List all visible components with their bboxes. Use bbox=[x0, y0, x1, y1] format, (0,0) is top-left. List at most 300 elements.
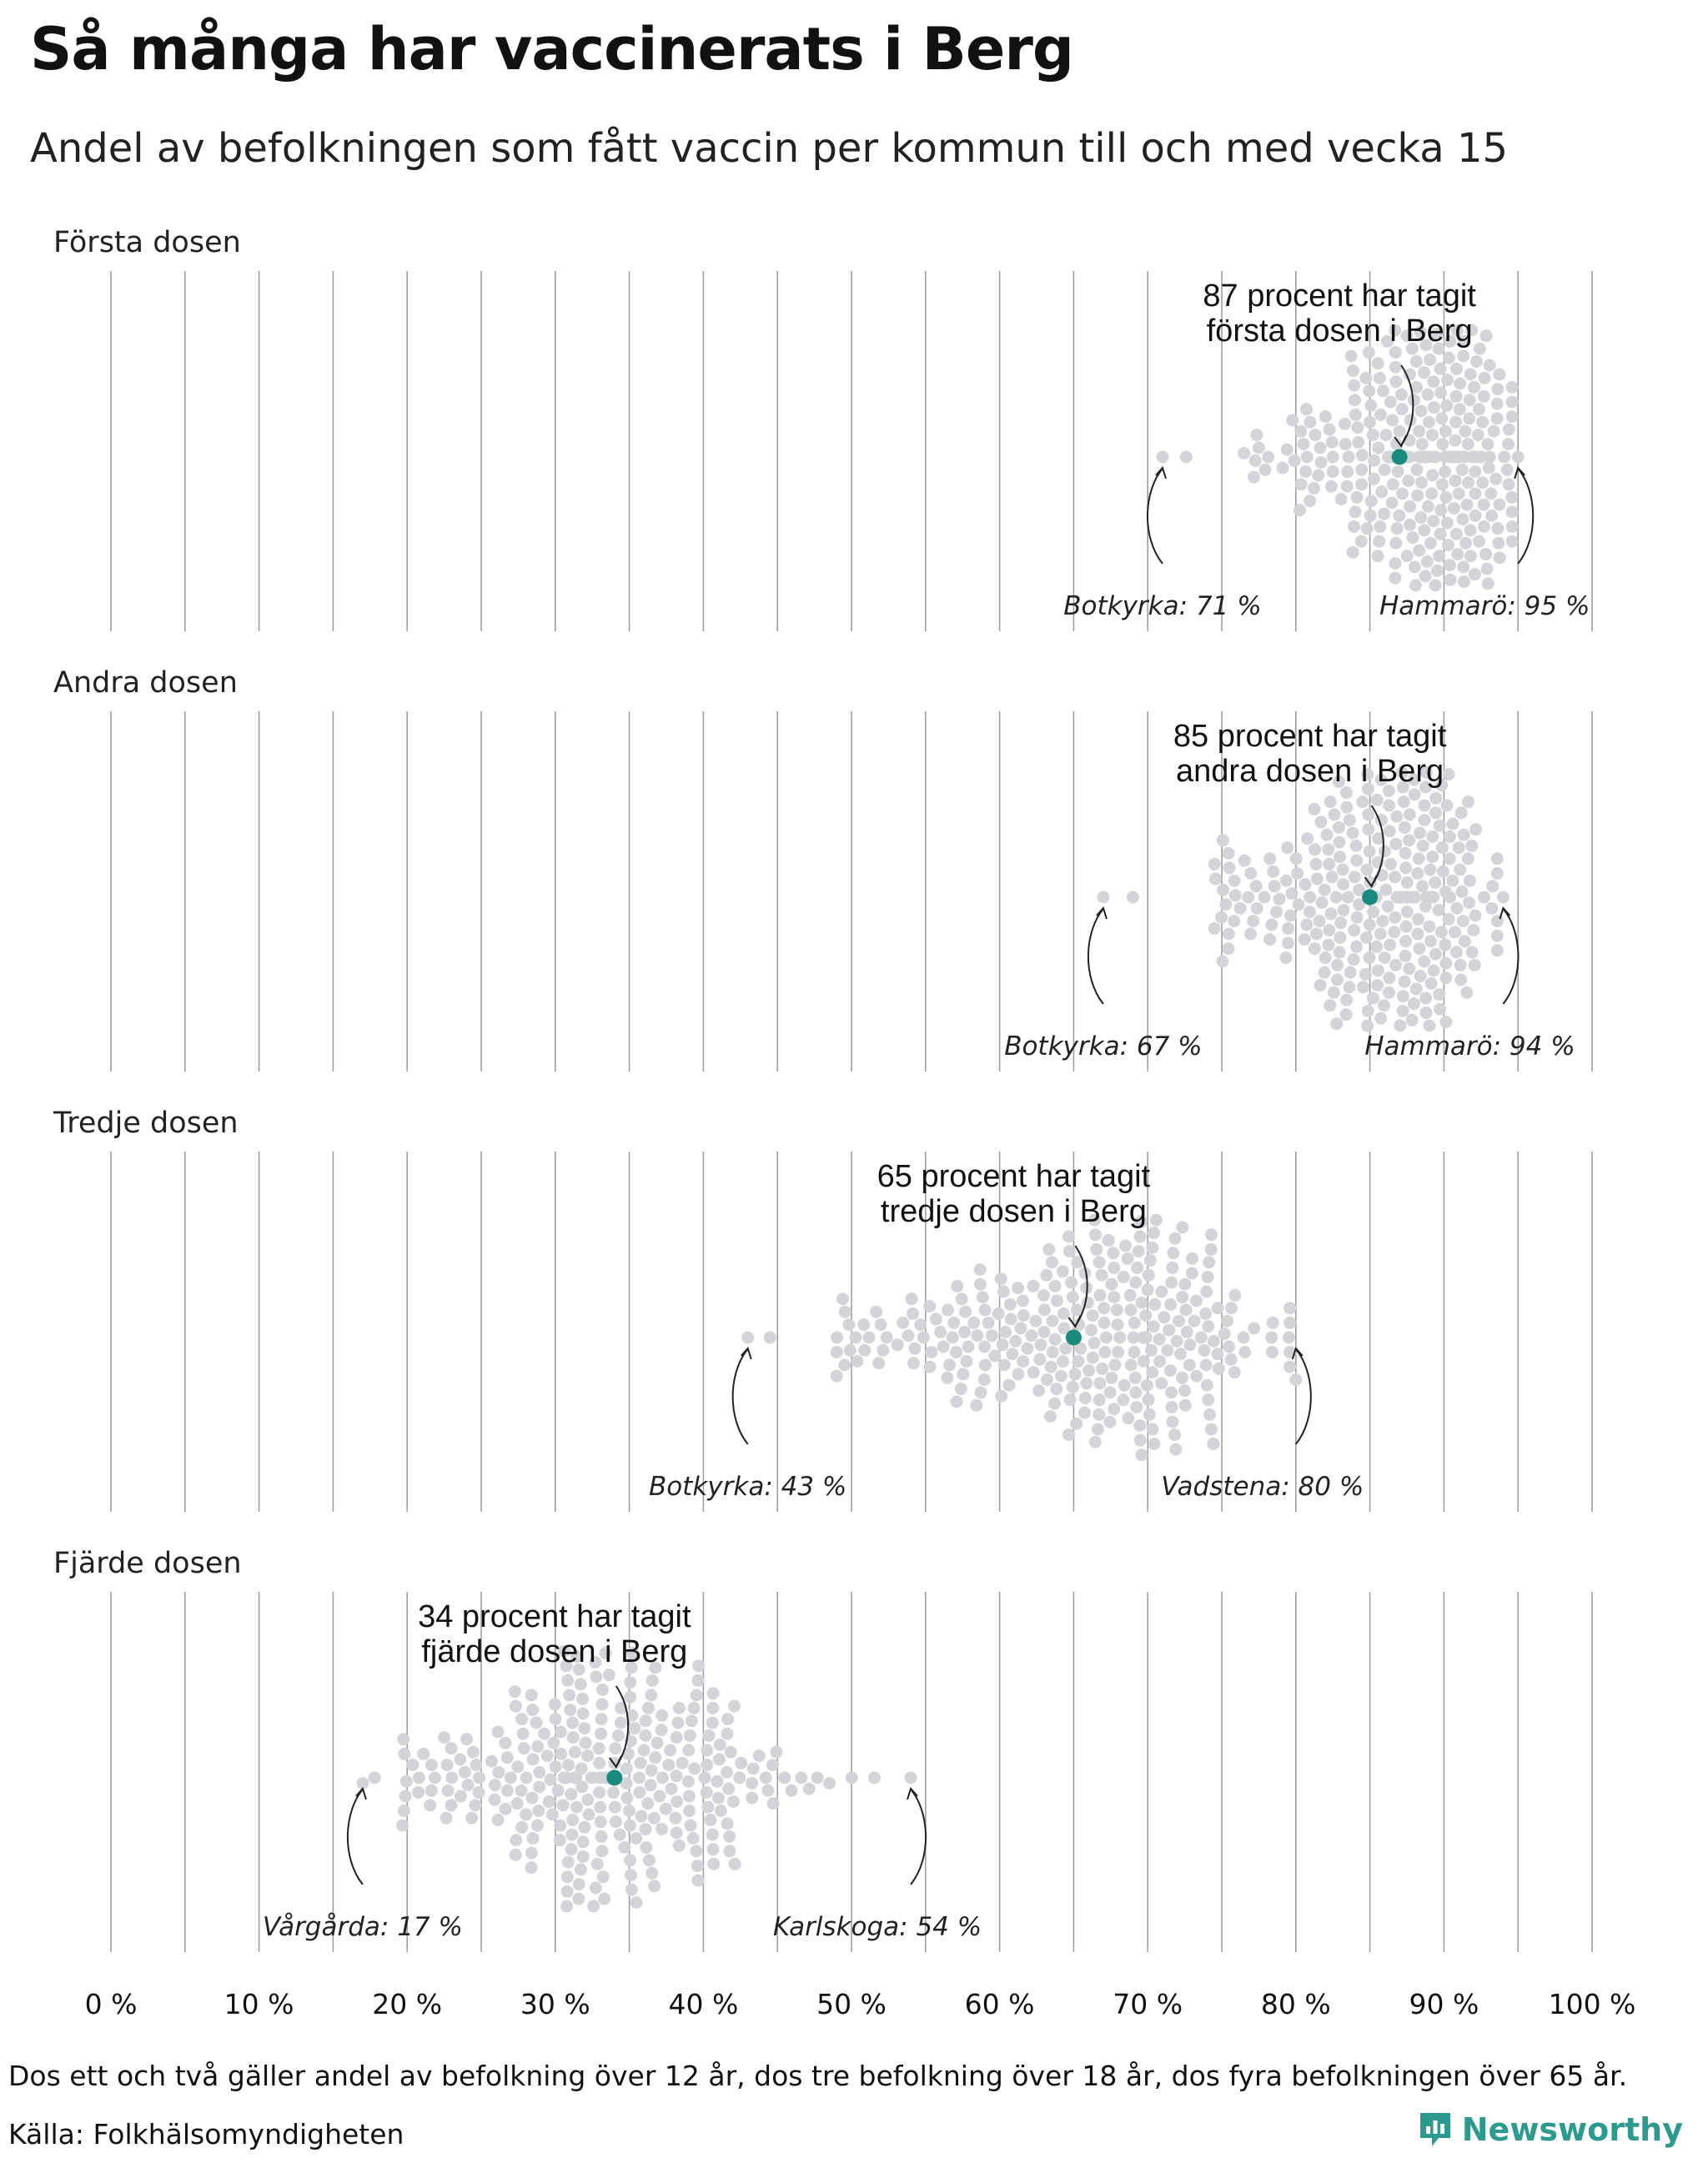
municipality-dot bbox=[1133, 1245, 1145, 1257]
municipality-dot bbox=[1494, 552, 1506, 565]
municipality-dot bbox=[1506, 410, 1519, 423]
municipality-dot bbox=[682, 1775, 695, 1788]
municipality-dot bbox=[1443, 913, 1455, 926]
municipality-dot bbox=[445, 1742, 458, 1754]
municipality-dot bbox=[1416, 438, 1429, 450]
municipality-dot bbox=[1283, 1332, 1295, 1344]
panel-1 bbox=[53, 226, 1592, 631]
municipality-dot bbox=[1107, 1247, 1119, 1259]
municipality-dot bbox=[1434, 504, 1447, 516]
max-label: Karlskoga: 54 % bbox=[772, 1912, 982, 1942]
municipality-dot bbox=[1098, 1346, 1111, 1358]
municipality-dot bbox=[1087, 1309, 1099, 1322]
municipality-dot bbox=[1225, 1353, 1238, 1366]
municipality-dot bbox=[1146, 1366, 1158, 1378]
municipality-dot bbox=[722, 1783, 735, 1795]
municipality-dot bbox=[596, 1684, 609, 1696]
municipality-dot bbox=[892, 1338, 904, 1351]
municipality-dot bbox=[641, 1797, 654, 1809]
municipality-dot bbox=[1259, 464, 1272, 476]
min-label: Botkyrka: 67 % bbox=[1004, 1031, 1203, 1061]
municipality-dot bbox=[590, 1671, 602, 1684]
municipality-dot bbox=[1319, 884, 1331, 896]
min-label: Vårgårda: 17 % bbox=[262, 1912, 463, 1942]
municipality-dot bbox=[872, 1357, 885, 1369]
municipality-dot bbox=[445, 1772, 458, 1784]
municipality-dot bbox=[1434, 528, 1447, 540]
municipality-dot bbox=[493, 1766, 505, 1779]
municipality-dot bbox=[1431, 565, 1444, 577]
municipality-dot bbox=[1384, 825, 1396, 837]
municipality-dot bbox=[1033, 1353, 1046, 1366]
municipality-dot bbox=[1165, 1387, 1178, 1399]
municipality-dot bbox=[1319, 410, 1332, 423]
municipality-dot bbox=[1463, 896, 1475, 909]
municipality-dot bbox=[1396, 1005, 1409, 1017]
municipality-dot bbox=[1150, 1214, 1163, 1227]
municipality-dot bbox=[555, 1726, 567, 1739]
municipality-dot bbox=[1131, 1262, 1143, 1274]
municipality-dot bbox=[1464, 394, 1476, 406]
municipality-dot bbox=[1439, 971, 1452, 984]
municipality-dot bbox=[1364, 399, 1377, 412]
municipality-dot bbox=[1316, 896, 1329, 909]
municipality-dot bbox=[844, 1344, 857, 1357]
municipality-dot bbox=[1414, 511, 1427, 524]
municipality-dot bbox=[1426, 851, 1439, 863]
municipality-dot bbox=[1248, 1322, 1260, 1335]
municipality-dot bbox=[577, 1708, 590, 1720]
municipality-dot bbox=[509, 1685, 521, 1698]
municipality-dot bbox=[543, 1795, 555, 1808]
municipality-dot bbox=[1200, 1359, 1213, 1372]
municipality-dot bbox=[1364, 509, 1377, 522]
municipality-dot bbox=[1219, 898, 1232, 911]
municipality-dot bbox=[369, 1772, 381, 1784]
municipality-dot bbox=[1491, 930, 1504, 942]
municipality-dot bbox=[1183, 1359, 1196, 1372]
brand-logo[interactable] bbox=[1417, 2110, 1683, 2150]
municipality-dot bbox=[1124, 1304, 1137, 1317]
dots bbox=[356, 1645, 917, 1913]
municipality-dot bbox=[1454, 974, 1467, 986]
x-tick-label: 100 % bbox=[1548, 1988, 1636, 2020]
municipality-dot bbox=[1156, 451, 1168, 464]
municipality-dot bbox=[1378, 999, 1390, 1011]
municipality-dot bbox=[1443, 352, 1455, 364]
municipality-dot bbox=[1389, 537, 1402, 550]
municipality-dot bbox=[485, 1755, 498, 1768]
municipality-dot bbox=[489, 1779, 501, 1791]
municipality-dot bbox=[951, 1396, 963, 1408]
municipality-dot bbox=[1006, 1347, 1018, 1360]
municipality-dot bbox=[851, 1355, 863, 1368]
municipality-dot bbox=[1124, 1289, 1137, 1302]
municipality-dot bbox=[1373, 535, 1385, 548]
municipality-dot bbox=[1462, 476, 1474, 489]
municipality-dot bbox=[706, 1843, 719, 1855]
municipality-dot bbox=[1484, 359, 1496, 372]
municipality-dot bbox=[1399, 976, 1411, 988]
callout-text: första dosen i Berg bbox=[1206, 314, 1473, 349]
municipality-dot bbox=[567, 1731, 580, 1744]
max-label: Vadstena: 80 % bbox=[1161, 1472, 1364, 1502]
municipality-dot bbox=[1267, 866, 1279, 878]
municipality-dot bbox=[1242, 891, 1254, 904]
municipality-dot bbox=[930, 1313, 942, 1326]
municipality-dot bbox=[849, 1332, 862, 1344]
municipality-dot bbox=[1429, 806, 1442, 819]
municipality-dot bbox=[1429, 948, 1442, 961]
municipality-dot bbox=[1408, 997, 1420, 1010]
municipality-dot bbox=[1062, 1231, 1075, 1243]
municipality-dot bbox=[671, 1731, 683, 1744]
municipality-dot bbox=[1371, 794, 1384, 806]
municipality-dot bbox=[1281, 841, 1294, 854]
municipality-dot bbox=[690, 1845, 702, 1858]
municipality-dot bbox=[1401, 550, 1414, 562]
municipality-dot bbox=[1450, 528, 1463, 540]
municipality-dot bbox=[549, 1713, 561, 1725]
municipality-dot bbox=[1041, 1373, 1053, 1386]
municipality-dot bbox=[682, 1744, 695, 1757]
municipality-dot bbox=[692, 1659, 705, 1672]
municipality-dot bbox=[1404, 369, 1416, 381]
municipality-dot bbox=[1093, 1256, 1106, 1268]
municipality-dot bbox=[1093, 1289, 1106, 1302]
max-arrow bbox=[1296, 1349, 1311, 1444]
municipality-dot bbox=[1379, 464, 1391, 476]
municipality-dot bbox=[1459, 425, 1471, 438]
municipality-dot bbox=[1457, 915, 1469, 927]
municipality-dot bbox=[1426, 831, 1439, 843]
municipality-dot bbox=[1433, 904, 1445, 916]
municipality-dot bbox=[1153, 1333, 1166, 1346]
municipality-dot bbox=[469, 1799, 481, 1812]
municipality-dot bbox=[1265, 1332, 1278, 1344]
municipality-dot bbox=[1391, 522, 1404, 534]
municipality-dot bbox=[1228, 915, 1240, 927]
municipality-dot bbox=[646, 1674, 659, 1687]
municipality-dot bbox=[1389, 572, 1401, 585]
municipality-dot bbox=[1492, 537, 1505, 550]
municipality-dot bbox=[1049, 1333, 1062, 1346]
municipality-dot bbox=[1070, 1418, 1083, 1430]
municipality-dot bbox=[526, 1704, 539, 1716]
municipality-dot bbox=[1144, 1254, 1157, 1267]
municipality-dot bbox=[1304, 416, 1316, 429]
municipality-dot bbox=[1290, 852, 1303, 865]
municipality-dot bbox=[1424, 864, 1436, 876]
municipality-dot bbox=[1456, 513, 1469, 525]
municipality-dot bbox=[609, 1801, 621, 1814]
municipality-dot bbox=[1384, 858, 1397, 871]
municipality-dot bbox=[1368, 473, 1380, 485]
municipality-dot bbox=[1266, 1346, 1278, 1358]
municipality-dot bbox=[609, 1742, 621, 1754]
municipality-dot bbox=[1401, 906, 1414, 918]
municipality-dot bbox=[460, 1733, 473, 1745]
municipality-dot bbox=[957, 1368, 969, 1381]
municipality-dot bbox=[1349, 394, 1361, 406]
municipality-dot bbox=[462, 1779, 475, 1791]
municipality-dot bbox=[1343, 981, 1355, 993]
municipality-dot bbox=[544, 1774, 556, 1786]
municipality-dot bbox=[640, 1729, 652, 1742]
municipality-dot bbox=[997, 1286, 1010, 1298]
municipality-dot bbox=[1319, 951, 1332, 964]
municipality-dot bbox=[1506, 535, 1519, 548]
municipality-dot bbox=[1383, 800, 1395, 812]
municipality-dot bbox=[1348, 924, 1360, 936]
municipality-dot bbox=[1433, 988, 1445, 1001]
municipality-dot bbox=[1168, 1232, 1181, 1245]
municipality-dot bbox=[942, 1304, 954, 1317]
municipality-dot bbox=[628, 1722, 640, 1734]
municipality-dot bbox=[1321, 829, 1334, 841]
municipality-dot bbox=[595, 1815, 607, 1828]
municipality-dot bbox=[400, 1775, 413, 1788]
municipality-dot bbox=[715, 1804, 727, 1817]
municipality-dot bbox=[1238, 447, 1250, 459]
municipality-dot bbox=[577, 1850, 590, 1863]
municipality-dot bbox=[1476, 476, 1489, 489]
municipality-dot bbox=[1180, 1304, 1193, 1317]
highlight-dot bbox=[1066, 1330, 1082, 1346]
municipality-dot bbox=[1133, 1419, 1146, 1432]
municipality-dot bbox=[1309, 429, 1321, 441]
municipality-dot bbox=[1213, 1363, 1225, 1375]
municipality-dot bbox=[1352, 421, 1364, 434]
municipality-dot bbox=[701, 1801, 714, 1814]
municipality-dot bbox=[1401, 876, 1414, 889]
municipality-dot bbox=[923, 1300, 936, 1312]
municipality-dot bbox=[1425, 488, 1438, 500]
municipality-dot bbox=[1450, 363, 1463, 375]
municipality-dot bbox=[858, 1344, 871, 1357]
municipality-dot bbox=[1414, 405, 1427, 418]
municipality-dot bbox=[1281, 444, 1294, 456]
municipality-dot bbox=[1462, 852, 1474, 865]
municipality-dot bbox=[649, 1751, 661, 1764]
municipality-dot bbox=[563, 1689, 575, 1702]
municipality-dot bbox=[470, 1759, 483, 1771]
municipality-dot bbox=[569, 1746, 581, 1759]
callout-text: 34 procent har tagit bbox=[418, 1599, 691, 1634]
municipality-dot bbox=[1037, 1326, 1050, 1338]
municipality-dot bbox=[1359, 968, 1372, 981]
municipality-dot bbox=[640, 1841, 652, 1854]
municipality-dot bbox=[1371, 979, 1384, 991]
municipality-dot bbox=[1439, 465, 1451, 478]
municipality-dot bbox=[664, 1744, 676, 1757]
municipality-dot bbox=[1428, 965, 1440, 977]
municipality-dot bbox=[823, 1777, 836, 1789]
municipality-dot bbox=[803, 1783, 816, 1795]
min-label: Botkyrka: 71 % bbox=[1063, 591, 1262, 621]
municipality-dot bbox=[714, 1739, 726, 1751]
municipality-dot bbox=[1181, 1326, 1193, 1338]
municipality-dot bbox=[1004, 1298, 1017, 1311]
municipality-dot bbox=[703, 1729, 716, 1742]
municipality-dot bbox=[1448, 502, 1460, 514]
municipality-dot bbox=[1285, 887, 1298, 900]
municipality-dot bbox=[897, 1317, 909, 1329]
municipality-dot bbox=[473, 1772, 485, 1784]
municipality-dot bbox=[1247, 915, 1259, 927]
municipality-dot bbox=[1174, 1347, 1187, 1360]
municipality-dot bbox=[997, 1338, 1009, 1351]
municipality-dot bbox=[1190, 1370, 1203, 1383]
municipality-dot bbox=[1186, 1267, 1198, 1280]
municipality-dot bbox=[1418, 524, 1430, 537]
callout-text: 87 procent har tagit bbox=[1203, 279, 1476, 314]
municipality-dot bbox=[1063, 1245, 1076, 1257]
municipality-dot bbox=[1222, 942, 1234, 955]
municipality-dot bbox=[923, 1361, 936, 1373]
municipality-dot bbox=[1178, 1384, 1191, 1397]
municipality-dot bbox=[831, 1332, 843, 1344]
municipality-dot bbox=[630, 1896, 643, 1909]
municipality-dot bbox=[541, 1749, 554, 1762]
highlight-dot bbox=[1392, 449, 1408, 465]
municipality-dot bbox=[1412, 913, 1424, 926]
municipality-dot bbox=[1129, 1277, 1142, 1289]
municipality-dot bbox=[1488, 425, 1500, 438]
municipality-dot bbox=[1179, 1399, 1192, 1412]
municipality-dot bbox=[1201, 1379, 1213, 1392]
municipality-dot bbox=[881, 1332, 893, 1344]
municipality-dot bbox=[1334, 931, 1346, 944]
municipality-dot bbox=[1491, 915, 1504, 927]
municipality-dot bbox=[531, 1819, 544, 1832]
panel-label: Andra dosen bbox=[53, 666, 238, 700]
municipality-dot bbox=[1263, 933, 1276, 946]
municipality-dot bbox=[1502, 438, 1515, 450]
municipality-dot bbox=[1424, 354, 1436, 366]
municipality-dot bbox=[1403, 834, 1415, 846]
x-tick-label: 30 % bbox=[520, 1988, 590, 2020]
municipality-dot bbox=[1098, 1317, 1110, 1329]
municipality-dot bbox=[1365, 494, 1378, 507]
municipality-dot bbox=[1457, 561, 1469, 574]
municipality-dot bbox=[1325, 480, 1338, 493]
municipality-dot bbox=[1493, 369, 1505, 381]
municipality-dot bbox=[1399, 861, 1412, 874]
municipality-dot bbox=[1250, 880, 1263, 892]
municipality-dot bbox=[701, 1744, 713, 1757]
municipality-dot bbox=[1207, 1438, 1219, 1450]
municipality-dot bbox=[1093, 1378, 1106, 1390]
municipality-dot bbox=[1464, 369, 1477, 381]
municipality-dot bbox=[492, 1814, 505, 1826]
municipality-dot bbox=[1331, 959, 1344, 971]
dots bbox=[741, 1214, 1302, 1462]
municipality-dot bbox=[1127, 891, 1139, 904]
municipality-dot bbox=[1263, 852, 1276, 865]
municipality-dot bbox=[1506, 396, 1519, 409]
municipality-dot bbox=[1258, 891, 1271, 904]
municipality-dot bbox=[1209, 873, 1222, 886]
municipality-dot bbox=[501, 1784, 514, 1797]
municipality-dot bbox=[1444, 559, 1456, 571]
municipality-dot bbox=[614, 1829, 626, 1841]
municipality-dot bbox=[1327, 465, 1339, 478]
municipality-dot bbox=[1380, 429, 1393, 441]
municipality-dot bbox=[1142, 1283, 1154, 1296]
municipality-dot bbox=[607, 1786, 620, 1799]
municipality-dot bbox=[560, 1900, 573, 1913]
municipality-dot bbox=[917, 1332, 930, 1344]
municipality-dot bbox=[1291, 867, 1304, 880]
municipality-dot bbox=[1171, 1335, 1183, 1347]
municipality-dot bbox=[688, 1763, 701, 1775]
municipality-dot bbox=[1212, 1302, 1224, 1314]
municipality-dot bbox=[1389, 871, 1401, 883]
municipality-dot bbox=[1399, 847, 1412, 860]
municipality-dot bbox=[1374, 1012, 1387, 1025]
municipality-dot bbox=[975, 1387, 987, 1399]
municipality-dot bbox=[1304, 494, 1316, 507]
municipality-dot bbox=[1108, 1291, 1120, 1303]
panel-3 bbox=[53, 1107, 1592, 1512]
municipality-dot bbox=[624, 1676, 636, 1689]
municipality-dot bbox=[1441, 517, 1454, 529]
municipality-dot bbox=[1202, 1271, 1214, 1283]
municipality-dot bbox=[638, 1744, 651, 1757]
municipality-dot bbox=[1203, 1408, 1216, 1421]
municipality-dot bbox=[701, 1786, 713, 1799]
municipality-dot bbox=[492, 1726, 505, 1739]
x-tick-label: 90 % bbox=[1409, 1988, 1479, 2020]
municipality-dot bbox=[1396, 403, 1409, 415]
municipality-dot bbox=[1314, 816, 1327, 828]
min-label: Botkyrka: 43 % bbox=[648, 1472, 847, 1502]
municipality-dot bbox=[593, 1742, 605, 1754]
municipality-dot bbox=[1464, 524, 1477, 537]
municipality-dot bbox=[1485, 509, 1498, 522]
municipality-dot bbox=[1423, 416, 1435, 429]
municipality-dot bbox=[706, 1702, 719, 1714]
municipality-dot bbox=[1082, 1297, 1094, 1309]
chart-subtitle: Andel av befolkningen som fått vaccin per kommun till och med vecka 15 bbox=[30, 125, 1509, 172]
municipality-dot bbox=[1108, 1403, 1120, 1415]
municipality-dot bbox=[1284, 1302, 1296, 1314]
municipality-dot bbox=[1473, 403, 1485, 415]
dots bbox=[1097, 766, 1510, 1032]
municipality-dot bbox=[1491, 383, 1504, 395]
municipality-dot bbox=[603, 1669, 615, 1681]
highlight-dot bbox=[606, 1770, 622, 1786]
municipality-dot bbox=[1009, 1335, 1022, 1347]
municipality-dot bbox=[1304, 906, 1316, 918]
municipality-dot bbox=[1327, 451, 1339, 464]
municipality-dot bbox=[581, 1794, 594, 1806]
municipality-dot bbox=[1386, 414, 1399, 427]
municipality-dot bbox=[811, 1772, 824, 1784]
municipality-dot bbox=[1146, 1242, 1158, 1254]
municipality-dot bbox=[526, 1792, 539, 1804]
municipality-dot bbox=[1350, 840, 1363, 852]
municipality-dot bbox=[412, 1786, 424, 1799]
municipality-dot bbox=[795, 1772, 807, 1784]
municipality-dot bbox=[1096, 1269, 1108, 1282]
municipality-dot bbox=[1248, 471, 1260, 484]
municipality-dot bbox=[1300, 403, 1313, 415]
municipality-dot bbox=[1489, 473, 1502, 485]
municipality-dot bbox=[1459, 935, 1471, 947]
municipality-dot bbox=[1350, 941, 1363, 953]
